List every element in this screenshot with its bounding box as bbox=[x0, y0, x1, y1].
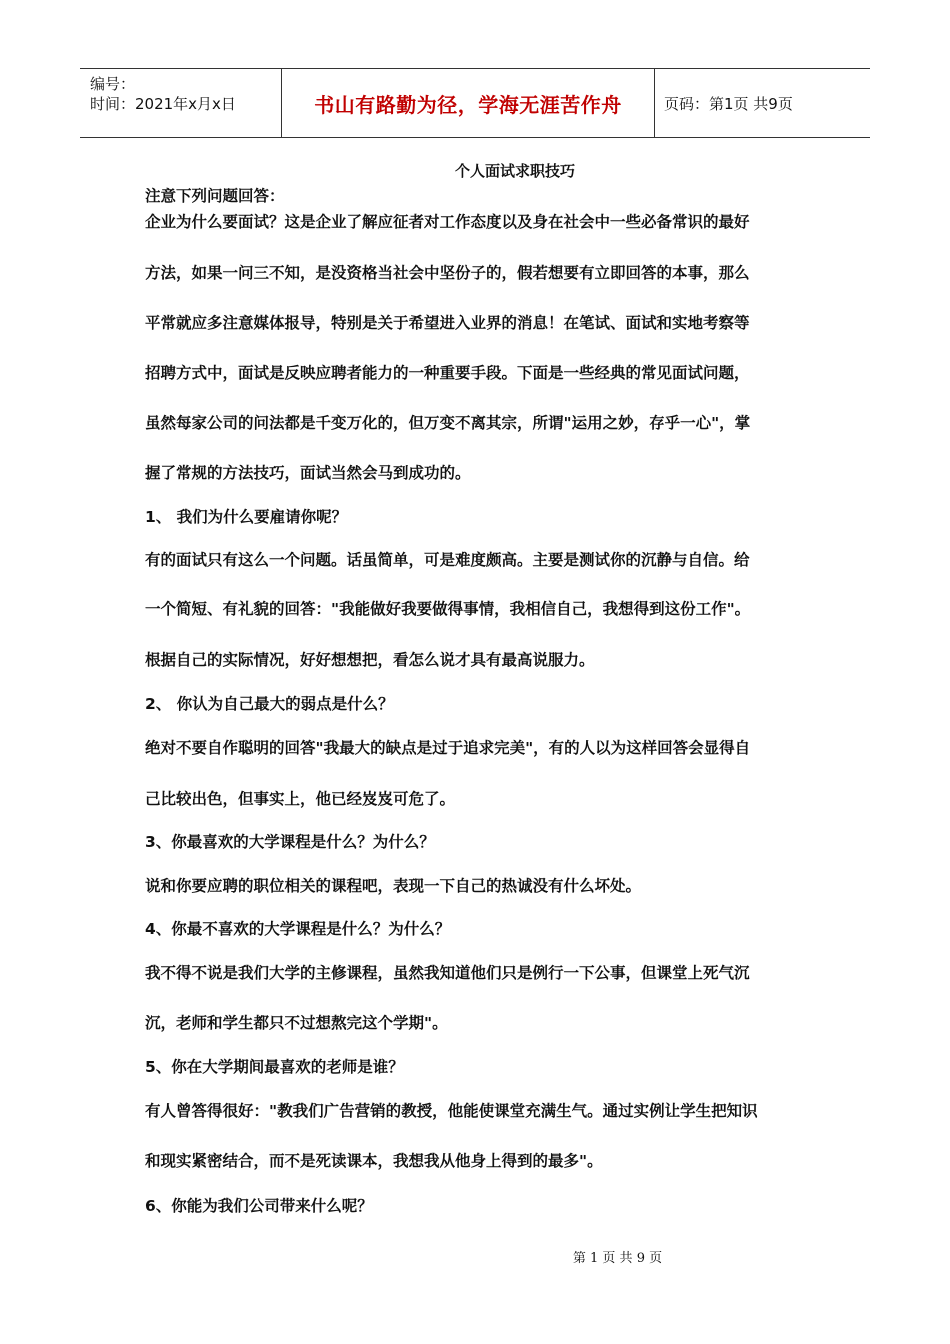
body-line: 根据自己的实际情况，好好想想把，看怎么说才具有最高说服力。 bbox=[145, 651, 595, 669]
body-line: 方法，如果一问三不知，是没资格当社会中坚份子的，假若想要有立即回答的本事，那么 bbox=[145, 264, 750, 282]
body-line: 有人曾答得很好："教我们广告营销的教授，他能使课堂充满生气。通过实例让学生把知识 bbox=[145, 1102, 758, 1120]
question-heading: 3、你最喜欢的大学课程是什么？为什么？ bbox=[145, 833, 435, 851]
body-line: 我不得不说是我们大学的主修课程，虽然我知道他们只是例行一下公事，但课堂上死气沉 bbox=[145, 964, 750, 982]
header-motto-cell bbox=[281, 69, 655, 137]
body-line: 企业为什么要面试？这是企业了解应征者对工作态度以及身在社会中一些必备常识的最好 bbox=[145, 213, 750, 231]
question-heading: 6、你能为我们公司带来什么呢？ bbox=[145, 1197, 373, 1215]
number-label: 编号： bbox=[90, 75, 136, 93]
body-line: 虽然每家公司的问法都是千变万化的，但万变不离其宗，所谓"运用之妙，存乎一心"，掌 bbox=[145, 414, 751, 432]
page-footer: 第 1 页 共 9 页 bbox=[572, 1251, 663, 1266]
body-line: 己比较出色，但事实上，他已经岌岌可危了。 bbox=[145, 790, 456, 808]
header-table bbox=[80, 68, 870, 138]
body-line: 沉，老师和学生都只不过想熬完这个学期"。 bbox=[145, 1014, 448, 1032]
body-line: 绝对不要自作聪明的回答"我最大的缺点是过于追求完美"，有的人以为这样回答会显得自 bbox=[145, 739, 751, 757]
header-meta-cell bbox=[80, 69, 280, 137]
question-heading: 4、你最不喜欢的大学课程是什么？为什么？ bbox=[145, 920, 451, 938]
question-heading: 2、 你认为自己最大的弱点是什么？ bbox=[145, 695, 394, 713]
question-heading: 1、 我们为什么要雇请你呢？ bbox=[145, 508, 348, 526]
header-page-cell bbox=[654, 69, 870, 137]
body-line: 有的面试只有这么一个问题。话虽简单，可是难度颇高。主要是测试你的沉静与自信。给 bbox=[145, 551, 750, 569]
time-label: 时间：2021年x月x日 bbox=[90, 95, 236, 113]
header-page-info: 页码：第1页 共9页 bbox=[664, 95, 793, 113]
body-line: 和现实紧密结合，而不是死读课本，我想我从他身上得到的最多"。 bbox=[145, 1152, 603, 1170]
body-line: 平常就应多注意媒体报导，特别是关于希望进入业界的消息！在笔试、面试和实地考察等 bbox=[145, 314, 750, 332]
body-line: 一个简短、有礼貌的回答："我能做好我要做得事情，我相信自己，我想得到这份工作"。 bbox=[145, 600, 751, 618]
body-line: 招聘方式中，面试是反映应聘者能力的一种重要手段。下面是一些经典的常见面试问题， bbox=[145, 364, 750, 382]
body-line: 握了常规的方法技巧，面试当然会马到成功的。 bbox=[145, 464, 471, 482]
body-line: 说和你要应聘的职位相关的课程吧，表现一下自己的热诚没有什么坏处。 bbox=[145, 877, 642, 895]
question-heading: 5、你在大学期间最喜欢的老师是谁？ bbox=[145, 1058, 404, 1076]
body-line: 注意下列问题回答： bbox=[145, 187, 285, 205]
document-title: 个人面试求职技巧 bbox=[454, 162, 575, 180]
motto-text: 书山有路勤为径，学海无涯苦作舟 bbox=[314, 93, 622, 117]
